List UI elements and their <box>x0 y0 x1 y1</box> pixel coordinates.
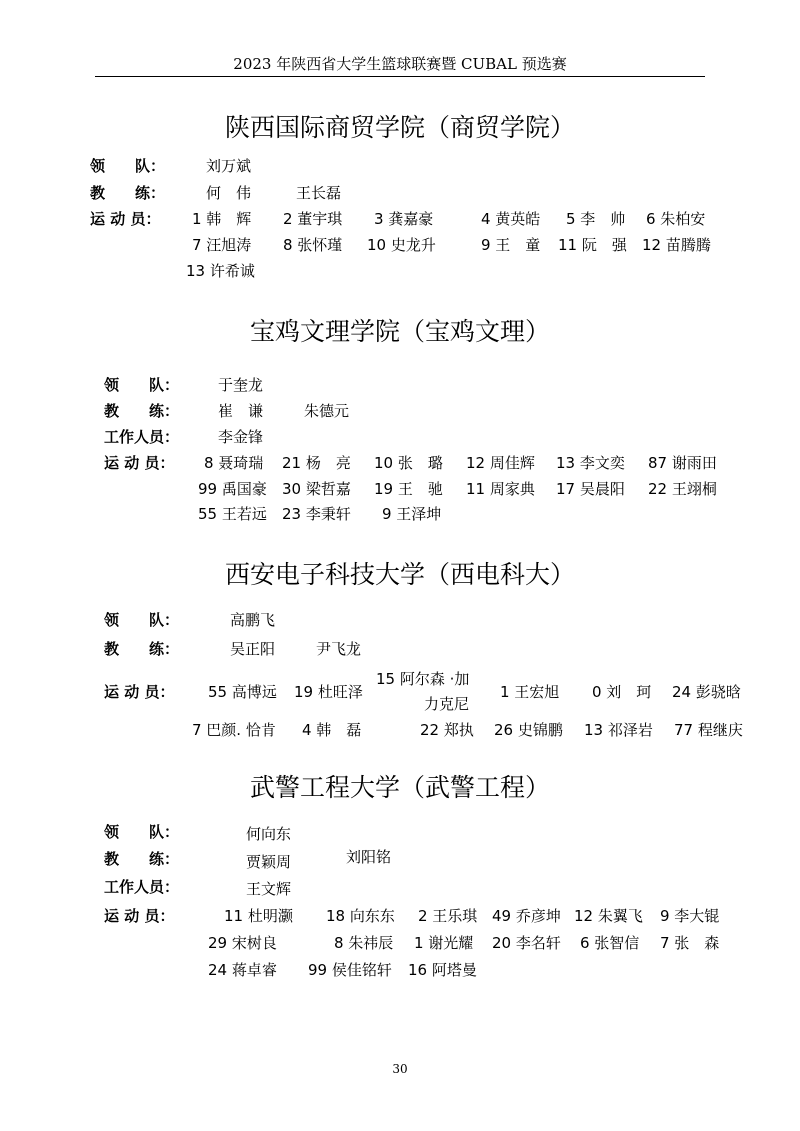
players-label: 运 动 员： <box>104 907 175 925</box>
player: 7 汪旭涛 <box>192 236 252 254</box>
leader-name: 何向东 <box>246 825 292 843</box>
player: 3 龚嘉豪 <box>374 210 434 228</box>
player: 17 吴晨阳 <box>556 480 625 498</box>
player: 26 史锦鹏 <box>494 721 563 739</box>
player: 15 阿尔森 ·加 <box>376 670 470 688</box>
leader-label: 领 队： <box>104 823 180 841</box>
page-number: 30 <box>392 1062 408 1076</box>
players-label: 运 动 员： <box>104 683 175 701</box>
coach-name: 贾颖周 <box>246 853 292 871</box>
player: 力克尼 <box>424 695 470 713</box>
player: 55 高博远 <box>208 683 277 701</box>
player: 9 王泽坤 <box>382 505 442 523</box>
player: 6 张智信 <box>580 934 640 952</box>
player: 8 张怀瑾 <box>283 236 343 254</box>
player: 12 朱翼飞 <box>574 907 643 925</box>
player: 49 乔彦坤 <box>492 907 561 925</box>
player: 10 张 璐 <box>374 454 443 472</box>
player: 21 杨 亮 <box>282 454 351 472</box>
player: 1 韩 辉 <box>192 210 252 228</box>
coach-label: 教 练： <box>104 850 180 868</box>
staff-label: 工作人员： <box>104 428 180 446</box>
team-title: 武警工程大学（武警工程） <box>249 773 550 802</box>
team-title: 西安电子科技大学（西电科大） <box>224 560 575 589</box>
player: 8 聂琦瑞 <box>204 454 264 472</box>
player: 22 郑执 <box>420 721 474 739</box>
player: 22 王翊桐 <box>648 480 717 498</box>
player: 77 程继庆 <box>674 721 743 739</box>
player: 4 韩 磊 <box>302 721 362 739</box>
team-title: 宝鸡文理学院（宝鸡文理） <box>249 317 550 346</box>
player: 20 李名轩 <box>492 934 561 952</box>
coach-label: 教 练： <box>104 640 180 658</box>
header-rule <box>95 76 705 77</box>
coach-label: 教 练： <box>90 184 166 202</box>
player: 2 王乐琪 <box>418 907 478 925</box>
player: 4 黄英皓 <box>481 210 541 228</box>
players-label: 运 动 员： <box>90 210 161 228</box>
player: 24 彭骁晗 <box>672 683 741 701</box>
coach-name: 尹飞龙 <box>316 640 362 658</box>
page-header: 2023 年陕西省大学生篮球联赛暨 CUBAL 预选赛 <box>233 55 567 73</box>
player: 9 王 童 <box>481 236 541 254</box>
player: 12 苗腾腾 <box>642 236 711 254</box>
player: 12 周佳辉 <box>466 454 535 472</box>
player: 9 李大锟 <box>660 907 720 925</box>
player: 16 阿塔曼 <box>408 961 477 979</box>
leader-label: 领 队： <box>104 376 180 394</box>
player: 19 杜旺泽 <box>294 683 363 701</box>
player: 29 宋树良 <box>208 934 277 952</box>
coach-name: 崔 谦 <box>218 402 264 420</box>
team-title: 陕西国际商贸学院（商贸学院） <box>224 113 575 142</box>
player: 1 谢光耀 <box>414 934 474 952</box>
player: 10 史龙升 <box>367 236 436 254</box>
coach-label: 教 练： <box>104 402 180 420</box>
player: 0 刘 珂 <box>592 683 652 701</box>
leader-name: 于奎龙 <box>218 376 264 394</box>
coach-name: 王长磊 <box>296 184 342 202</box>
player: 6 朱柏安 <box>646 210 706 228</box>
player: 11 阮 强 <box>558 236 627 254</box>
coach-name: 刘阳铭 <box>346 848 392 866</box>
player: 2 董宇琪 <box>283 210 343 228</box>
player: 24 蒋卓睿 <box>208 961 277 979</box>
players-label: 运 动 员： <box>104 454 175 472</box>
staff-name: 李金锋 <box>218 428 264 446</box>
player: 7 巴颜. 恰肯 <box>192 721 276 739</box>
staff-name: 王文辉 <box>246 880 292 898</box>
leader-label: 领 队： <box>104 611 180 629</box>
player: 18 向东东 <box>326 907 395 925</box>
player: 99 侯佳铭轩 <box>308 961 392 979</box>
staff-label: 工作人员： <box>104 878 180 896</box>
player: 30 梁哲嘉 <box>282 480 351 498</box>
coach-name: 朱德元 <box>304 402 350 420</box>
player: 11 杜明灏 <box>224 907 293 925</box>
player: 55 王若远 <box>198 505 267 523</box>
coach-name: 吴正阳 <box>230 640 276 658</box>
player: 13 许希诚 <box>186 262 255 280</box>
player: 5 李 帅 <box>566 210 626 228</box>
coach-name: 何 伟 <box>206 184 252 202</box>
player: 7 张 森 <box>660 934 720 952</box>
player: 19 王 驰 <box>374 480 443 498</box>
player: 13 祁泽岩 <box>584 721 653 739</box>
player: 87 谢雨田 <box>648 454 717 472</box>
leader-name: 刘万斌 <box>206 157 252 175</box>
player: 23 李秉轩 <box>282 505 351 523</box>
player: 13 李文奕 <box>556 454 625 472</box>
player: 1 王宏旭 <box>500 683 560 701</box>
leader-name: 高鹏飞 <box>230 611 276 629</box>
player: 99 禹国豪 <box>198 480 267 498</box>
player: 11 周家典 <box>466 480 535 498</box>
leader-label: 领 队： <box>90 157 166 175</box>
player: 8 朱祎辰 <box>334 934 394 952</box>
